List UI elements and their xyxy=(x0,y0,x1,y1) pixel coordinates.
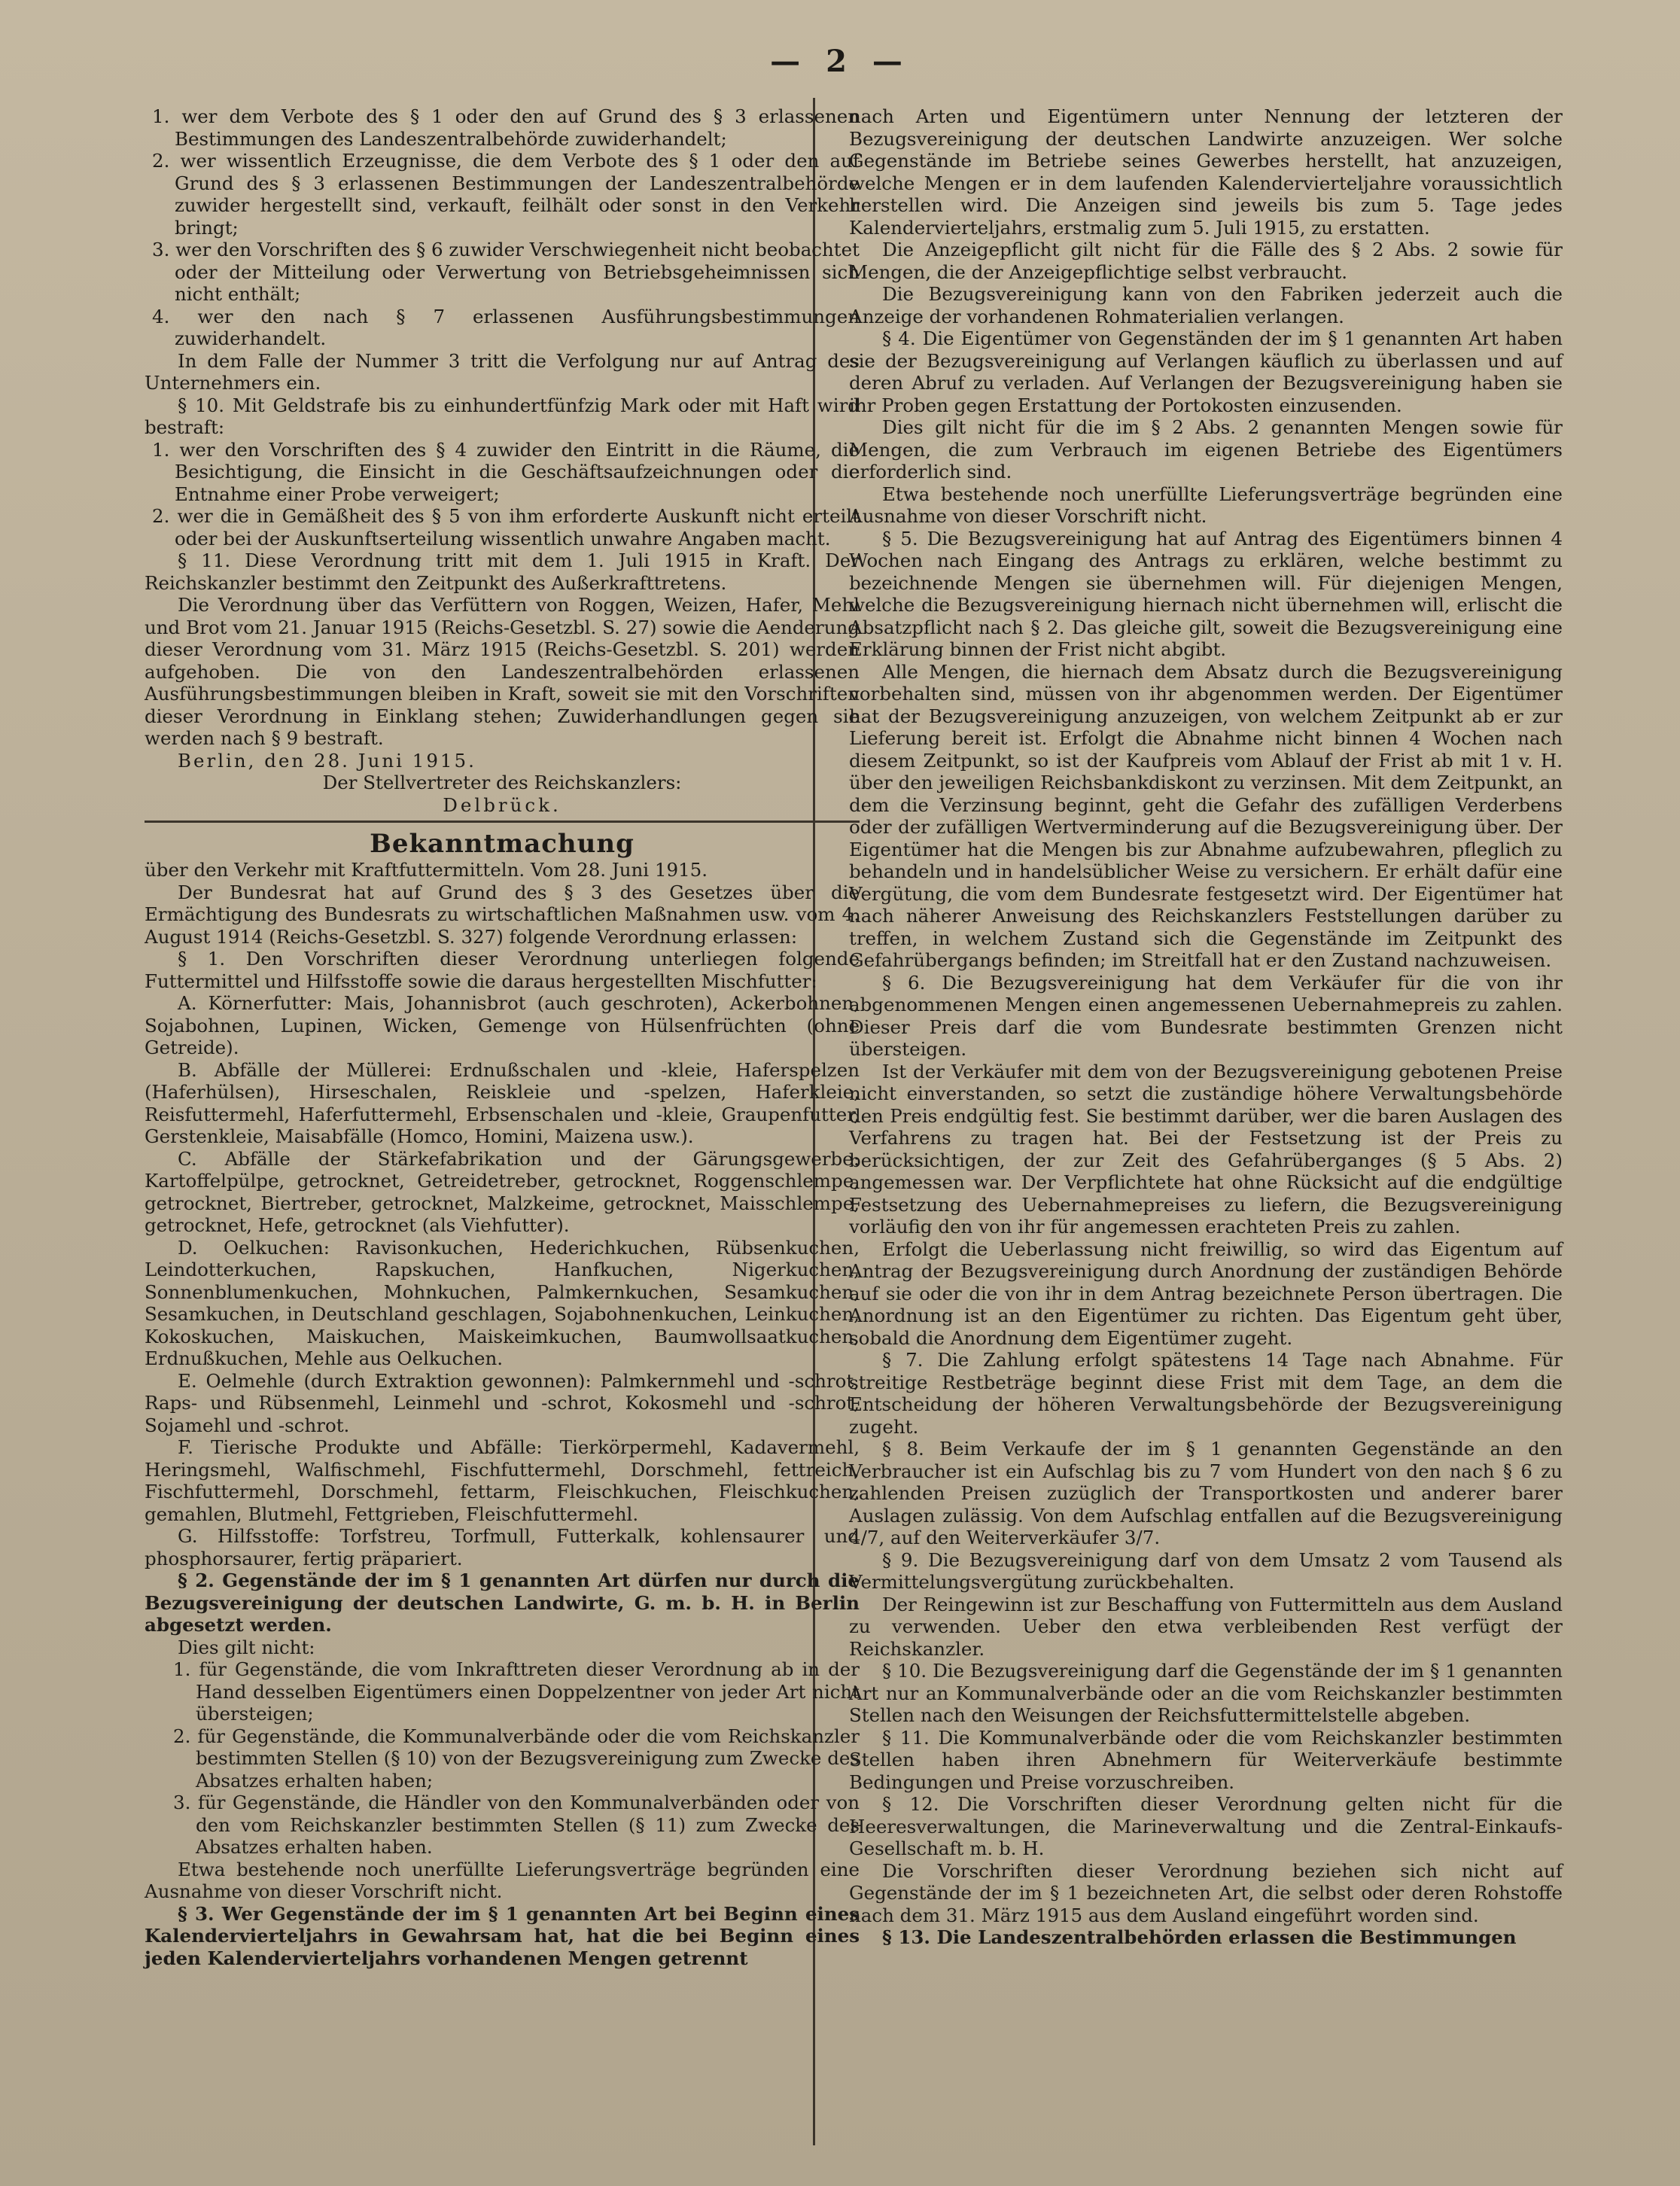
section-rule xyxy=(145,821,860,823)
list-item: 2. wer wissentlich Erzeugnisse, die dem Verbote des § 1 oder den auf Grund des § 3 erlassenen Bestimmungen der Landeszentralbehörde zuwider hergestellt sind, verkauft, feilhält oder sonst in den Verkehr bringt; xyxy=(152,150,860,239)
paragraph: Erfolgt die Ueberlassung nicht freiwillig, so wird das Eigentum auf Antrag der Bezugsvereinigung durch Anordnung der zuständigen Behörde auf sie oder die von ihr in dem Antrag bezeichnete Person übertragen. Die Anordnung ist an den Eigentümer zu richten. Das Eigentum geht über, sobald die Anordnung dem Eigentümer zugeht. xyxy=(849,1238,1563,1349)
paragraph: Etwa bestehende noch unerfüllte Lieferungsverträge begründen eine Ausnahme von dieser Vorschrift nicht. xyxy=(145,1858,860,1902)
paragraph: A. Körnerfutter: Mais, Johannisbrot (auch geschroten), Ackerbohnen, Sojabohnen, Lupinen, Wicken, Gemenge von Hülsenfrüchten (ohne Getreide). xyxy=(145,992,860,1058)
paragraph: B. Abfälle der Müllerei: Erdnußschalen und -kleie, Haferspelzen (Haferhülsen), Hirseschalen, Reiskleie und -spelzen, Haferkleie, Reisfuttermehl, Haferfuttermehl, Erbsenschalen und -kleie, Graupenfutter, Gerstenkleie, Maisabfälle (Homco, Homini, Maizena usw.). xyxy=(145,1058,860,1147)
paragraph: nach Arten und Eigentümern unter Nennung der letzteren der Bezugsvereinigung der deutschen Landwirte anzuzeigen. Wer solche Gegenstände im Betriebe seines Gewerbes herstellt, hat anzuzeigen, welche Mengen er in dem laufenden Kalendervierteljahre voraussichtlich herstellen wird. Die Anzeigen sind jeweils bis zum 5. Tage jedes Kalendervierteljahrs, erstmalig zum 5. Juli 1915, zu erstatten. xyxy=(849,105,1563,239)
paragraph-section-9: § 9. Die Bezugsvereinigung darf von dem Umsatz 2 vom Tausend als Vermittelungsvergütung zurückbehalten. xyxy=(849,1548,1563,1593)
signature-title: Der Stellvertreter des Reichskanzlers: xyxy=(322,772,682,793)
paragraph-section-11: § 11. Diese Verordnung tritt mit dem 1. Juli 1915 in Kraft. Der Reichskanzler bestimmt den Zeitpunkt des Außerkrafttretens. xyxy=(145,550,860,594)
announcement-subtitle: über den Verkehr mit Kraftfuttermitteln. Vom 28. Juni 1915. xyxy=(145,859,708,881)
announcement-heading: Bekanntmachung xyxy=(370,829,635,859)
page-number: — 2 — xyxy=(770,44,910,79)
paragraph: D. Oelkuchen: Ravisonkuchen, Hederichkuchen, Rübsenkuchen, Leindotterkuchen, Rapskuchen, Hanfkuchen, Nigerkuchen, Sonnenblumenkuchen, Mohnkuchen, Palmkernkuchen, Sesamkuchen, Sesamkuchen, in Deutschland geschlagen, Sojabohnenkuchen, Leinkuchen, Kokoskuchen, Maiskuchen, Maiskeimkuchen, Baumwollsaatkuchen, Erdnußkuchen, Mehle aus Oelkuchen. xyxy=(145,1236,860,1369)
paragraph-section-8: § 8. Beim Verkaufe der im § 1 genannten Gegenstände an den Verbraucher ist ein Aufschlag bis zu 7 vom Hundert von den nach § 6 zu zahlenden Preisen zuzüglich der Transportkosten und anderer barer Auslagen zulässig. Von dem Aufschlag entfallen auf die Bezugsvereinigung 4/7, auf den Weiterverkäufer 3/7. xyxy=(849,1438,1563,1548)
signature-name: Delbrück. xyxy=(443,793,562,816)
paragraph: Dies gilt nicht: xyxy=(178,1636,315,1658)
paragraph: Die Bezugsvereinigung kann von den Fabriken jederzeit auch die Anzeige der vorhandenen Rohmaterialien verlangen. xyxy=(849,283,1563,327)
paragraph-section-7: § 7. Die Zahlung erfolgt spätestens 14 Tage nach Abnahme. Für streitige Restbeträge beginnt diese Frist mit dem Tage, an dem die Entscheidung der höheren Verwaltungsbehörde der Bezugsvereinigung zugeht. xyxy=(849,1349,1563,1438)
paragraph-section-6: § 6. Die Bezugsvereinigung hat dem Verkäufer für die von ihr abgenommenen Mengen einen angemessenen Uebernahmepreis zu zahlen. Dieser Preis darf die vom Bundesrate bestimmten Grenzen nicht übersteigen. xyxy=(849,971,1563,1060)
paragraph: G. Hilfsstoffe: Torfstreu, Torfmull, Futterkalk, kohlensaurer und phosphorsaurer, fertig präpariert. xyxy=(145,1525,860,1569)
paragraph: F. Tierische Produkte und Abfälle: Tierkörpermehl, Kadavermehl, Heringsmehl, Walfischmehl, Fischfuttermehl, Dorschmehl, fettreich, Fischfuttermehl, Dorschmehl, fettarm, Fleischkuchen, Fleischkuchen, gemahlen, Blutmehl, Fettgrieben, Fleischfuttermehl. xyxy=(145,1436,860,1525)
list-item: 3. wer den Vorschriften des § 6 zuwider Verschwiegenheit nicht beobachtet oder der Mitteilung oder Verwertung von Betriebsgeheimnissen sich nicht enthält; xyxy=(152,239,860,305)
paragraph-section-13: § 13. Die Landeszentralbehörden erlassen die Bestimmungen xyxy=(882,1926,1517,1948)
paragraph: C. Abfälle der Stärkefabrikation und der Gärungsgewerbe: Kartoffelpülpe, getrocknet, Getreidetreber, getrocknet, Roggenschlempe, getrocknet, Biertreber, getrocknet, Malzkeime, getrocknet, Maisschlempe, getrocknet, Hefe, getrocknet (als Viehfutter). xyxy=(145,1147,860,1236)
list-item: 2. wer die in Gemäßheit des § 5 von ihm erforderte Auskunft nicht erteilt oder bei der Auskunftserteilung wissentlich unwahre Angaben macht. xyxy=(152,505,860,550)
paragraph: Dies gilt nicht für die im § 2 Abs. 2 genannten Mengen sowie für Mengen, die zum Verbrauch im eigenen Betriebe des Eigentümers erforderlich sind. xyxy=(849,416,1563,483)
list-item: 1. wer dem Verbote des § 1 oder den auf Grund des § 3 erlassenen Bestimmungen des Landeszentralbehörde zuwiderhandelt; xyxy=(152,105,860,150)
paragraph-section-2: § 2. Gegenstände der im § 1 genannten Art dürfen nur durch die Bezugsvereinigung der deutschen Landwirte, G. m. b. H. in Berlin abgesetzt werden. xyxy=(145,1569,860,1636)
paragraph: In dem Falle der Nummer 3 tritt die Verfolgung nur auf Antrag des Unternehmers ein. xyxy=(145,349,860,394)
paragraph: Die Verordnung über das Verfüttern von Roggen, Weizen, Hafer, Mehl und Brot vom 21. Januar 1915 (Reichs-Gesetzbl. S. 27) sowie die Aenderung dieser Verordnung vom 31. März 1915 (Reichs-Gesetzbl. S. 201) werden aufgehoben. Die von den Landeszentralbehörden erlassenen Ausführungsbestimmungen bleiben in Kraft, soweit sie mit den Vorschriften dieser Verordnung in Einklang stehen; Zuwiderhandlungen gegen sie werden nach § 9 bestraft. xyxy=(145,594,860,749)
paragraph: Ist der Verkäufer mit dem von der Bezugsvereinigung gebotenen Preise nicht einverstanden, so setzt die zuständige höhere Verwaltungsbehörde den Preis endgültig fest. Sie bestimmt darüber, wer die baren Auslagen des Verfahrens zu tragen hat. Bei der Festsetzung ist der Preis zu berücksichtigen, der zur Zeit des Gefahrüberganges (§ 5 Abs. 2) angemessen war. Der Verpflichtete hat ohne Rücksicht auf die endgültige Festsetzung des Uebernahmepreises zu liefern, die Bezugsvereinigung vorläufig den von ihr für angemessen erachteten Preis zu zahlen. xyxy=(849,1060,1563,1238)
list-item: 2. für Gegenstände, die Kommunalverbände oder die vom Reichskanzler bestimmten Stellen (§ 10) von der Bezugsvereinigung zum Zwecke des Absatzes erhalten haben; xyxy=(173,1725,860,1792)
right-column xyxy=(849,105,1563,1949)
paragraph: Die Vorschriften dieser Verordnung beziehen sich nicht auf Gegenstände der im § 1 bezeichneten Art, die selbst oder deren Rohstoffe nach dem 31. März 1915 aus dem Ausland eingeführt worden sind. xyxy=(849,1859,1563,1926)
list-item: 1. wer den Vorschriften des § 4 zuwider den Eintritt in die Räume, die Besichtigung, die Einsicht in die Geschäftsaufzeichnungen oder die Entnahme einer Probe verweigert; xyxy=(152,438,860,505)
paragraph-section-12: § 12. Die Vorschriften dieser Verordnung gelten nicht für die Heeresverwaltungen, die Marineverwaltung und die Zentral-Einkaufs-Gesellschaft m. b. H. xyxy=(849,1793,1563,1859)
paragraph-section-5: § 5. Die Bezugsvereinigung hat auf Antrag des Eigentümers binnen 4 Wochen nach Eingang des Antrags zu erklären, welche bestimmt zu bezeichnende Mengen sie übernehmen will. Für diejenigen Mengen, welche die Bezugsvereinigung hiernach nicht übernehmen will, erlischt die Absatzpflicht nach § 2. Das gleiche gilt, soweit die Bezugsvereinigung eine Erklärung binnen der Frist nicht abgibt. xyxy=(849,527,1563,660)
paragraph: Der Bundesrat hat auf Grund des § 3 des Gesetzes über die Ermächtigung des Bundesrats zu wirtschaftlichen Maßnahmen usw. vom 4. August 1914 (Reichs-Gesetzbl. S. 327) folgende Verordnung erlassen: xyxy=(145,881,860,948)
left-column xyxy=(145,105,860,1969)
paragraph-section-11: § 11. Die Kommunalverbände oder die vom Reichskanzler bestimmten Stellen haben ihren Abnehmern für Weiterverkäufe bestimmte Bedingungen und Preise vorzuschreiben. xyxy=(849,1726,1563,1793)
paragraph: E. Oelmehle (durch Extraktion gewonnen): Palmkernmehl und -schrot, Raps- und Rübsenmehl, Leinmehl und -schrot, Kokosmehl und -schrot, Sojamehl und -schrot. xyxy=(145,1369,860,1436)
paragraph: Die Anzeigepflicht gilt nicht für die Fälle des § 2 Abs. 2 sowie für Mengen, die der Anzeigepflichtige selbst verbraucht. xyxy=(849,239,1563,283)
paragraph-section-10: § 10. Mit Geldstrafe bis zu einhundertfünfzig Mark oder mit Haft wird bestraft: xyxy=(145,394,860,438)
paragraph: Etwa bestehende noch unerfüllte Lieferungsverträge begründen eine Ausnahme von dieser Vorschrift nicht. xyxy=(849,483,1563,527)
paragraph-section-4: § 4. Die Eigentümer von Gegenständen der im § 1 genannten Art haben sie der Bezugsvereinigung auf Verlangen käuflich zu überlassen und auf deren Abruf zu verladen. Auf Verlangen der Bezugsvereinigung haben sie ihr Proben gegen Erstattung der Portokosten einzusenden. xyxy=(849,327,1563,416)
list-item: 1. für Gegenstände, die vom Inkrafttreten dieser Verordnung ab in der Hand desselben Eigentümers einen Doppelzentner von jeder Art nicht übersteigen; xyxy=(173,1658,860,1725)
signature-date: Berlin, den 28. Juni 1915. xyxy=(178,749,476,772)
paragraph-section-3: § 3. Wer Gegenstände der im § 1 genannten Art bei Beginn eines Kalendervierteljahrs in Gewahrsam hat, hat die bei Beginn eines jeden Kalendervierteljahrs vorhandenen Mengen getrennt xyxy=(145,1902,860,1969)
paragraph-section-1: § 1. Den Vorschriften dieser Verordnung unterliegen folgende Futtermittel und Hilfsstoffe sowie die daraus hergestellten Mischfutter: xyxy=(145,948,860,992)
paragraph-section-10: § 10. Die Bezugsvereinigung darf die Gegenstände der im § 1 genannten Art nur an Kommunalverbände oder an die vom Reichskanzler bestimmten Stellen nach den Weisungen der Reichsfuttermittelstelle abgeben. xyxy=(849,1660,1563,1726)
paragraph: Alle Mengen, die hiernach dem Absatz durch die Bezugsvereinigung vorbehalten sind, müssen von ihr abgenommen werden. Der Eigentümer hat der Bezugsvereinigung anzuzeigen, von welchem Zeitpunkt ab er zur Lieferung bereit ist. Erfolgt die Abnahme nicht binnen 4 Wochen nach diesem Zeitpunkt, so ist der Kaufpreis vom Ablauf der Frist ab mit 1 v. H. über den jeweiligen Reichsbankdiskont zu verzinsen. Mit dem Zeitpunkt, an dem die Verzinsung beginnt, geht die Gefahr des zufälligen Verderbens oder der zufälligen Wertverminderung auf die Bezugsvereinigung über. Der Eigentümer hat die Mengen bis zur Abnahme aufzubewahren, pfleglich zu behandeln und in handelsüblicher Weise zu versichern. Er erhält dafür eine Vergütung, die vom dem Bundesrate festgesetzt wird. Der Eigentümer hat nach näherer Anweisung des Reichskanzlers Feststellungen darüber zu treffen, in welchem Zustand sich die Gegenstände im Zeitpunkt des Gefahrübergangs befinden; im Streitfall hat er den Zustand nachzuweisen. xyxy=(849,660,1563,971)
list-item: 4. wer den nach § 7 erlassenen Ausführungsbestimmungen zuwiderhandelt. xyxy=(152,305,860,349)
list-item: 3. für Gegenstände, die Händler von den Kommunalverbänden oder von den vom Reichskanzler bestimmten Stellen (§ 11) zum Zwecke des Absatzes erhalten haben. xyxy=(173,1792,860,1858)
paragraph: Der Reingewinn ist zur Beschaffung von Futtermitteln aus dem Ausland zu verwenden. Ueber den etwa verbleibenden Rest verfügt der Reichskanzler. xyxy=(849,1593,1563,1660)
